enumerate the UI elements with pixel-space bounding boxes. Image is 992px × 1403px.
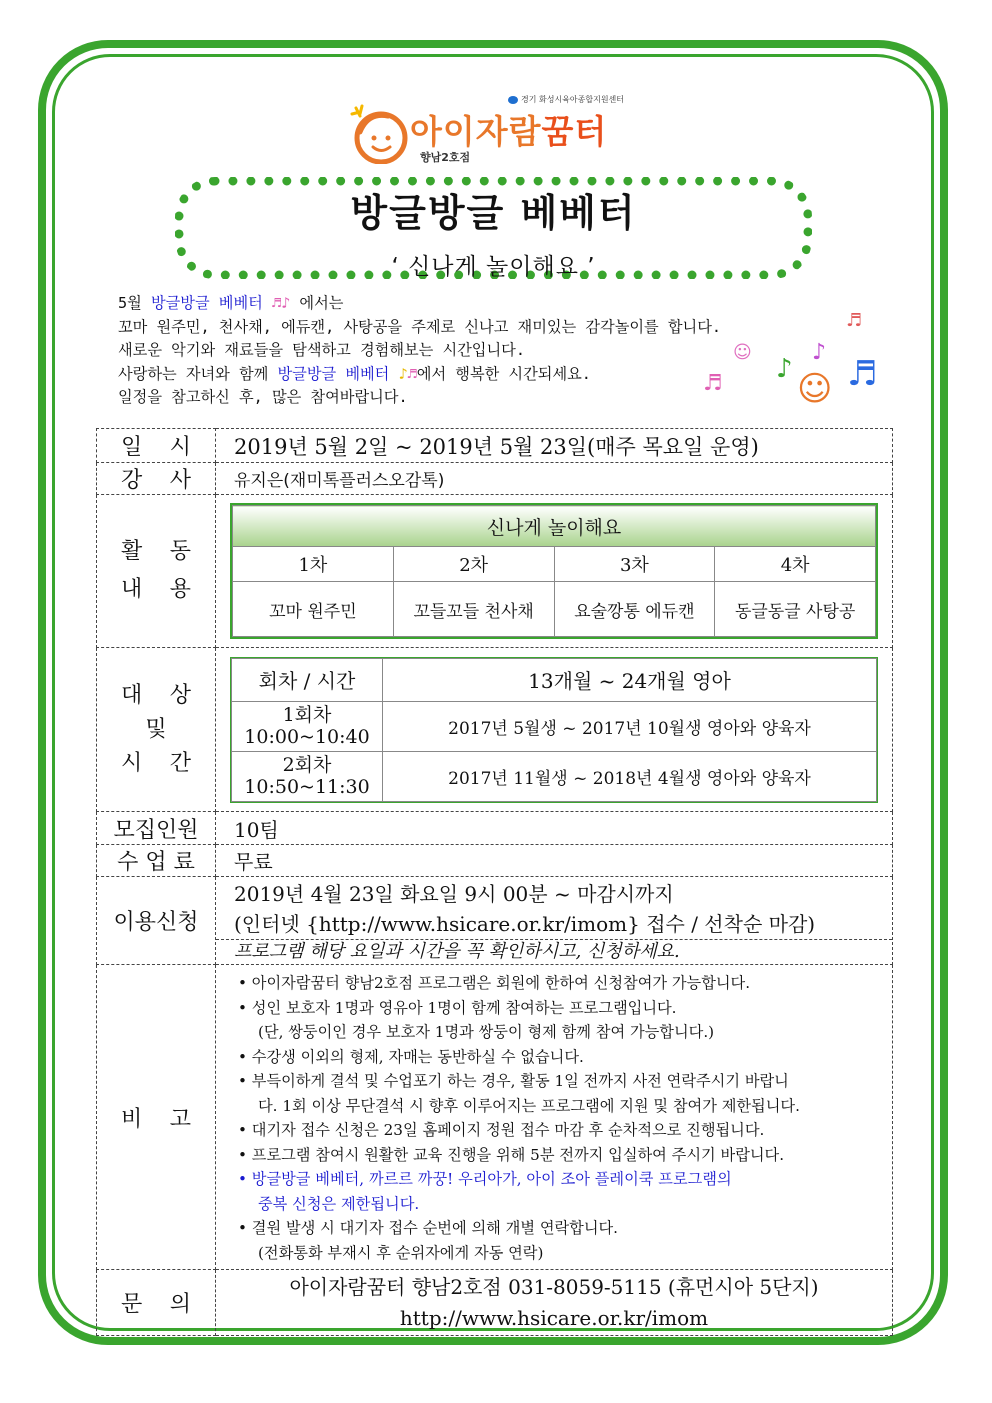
- logo-branch: 향남2호점: [420, 151, 471, 164]
- intro-line-5: 일정을 참고하신 후, 많은 참여바랍니다.: [118, 388, 408, 406]
- row-target: [97, 648, 893, 812]
- activity-table: [230, 503, 878, 639]
- music-note-icon: ♬: [847, 354, 878, 394]
- child-face-icon: [348, 102, 410, 164]
- value-teacher: 유지은(재미톡플러스오감톡): [216, 463, 893, 495]
- row-teacher: [97, 463, 893, 495]
- intro-line-2: 꼬마 원주민, 천사채, 에듀캔, 사탕공을 주제로 신나고 재미있는 감각놀이를 합니다.: [118, 317, 722, 336]
- page-subtitle: ‘ 신나게 놀이해요 ’: [391, 254, 596, 280]
- label-activity: 활 동 내 용: [97, 495, 216, 648]
- label-remarks: 비 고: [97, 965, 216, 1270]
- remark-item: • 수강생 이외의 형제, 자매는 동반하실 수 없습니다.: [238, 1047, 584, 1066]
- remark-item: • 프로그램 참여시 원활한 교육 진행을 위해 5분 전까지 입실하여 주시기 바랍니다.: [238, 1145, 785, 1164]
- value-contact: [216, 1270, 893, 1336]
- label-fee: 수 업 료: [97, 845, 216, 877]
- row-activity: [97, 495, 893, 648]
- contact-url[interactable]: http://www.hsicare.or.kr/imom: [399, 1305, 709, 1330]
- row-contact: [97, 1270, 893, 1336]
- activity-cell: [216, 495, 893, 648]
- activity-header: 신나게 놀이해요: [233, 506, 876, 547]
- remark-item: (전화통화 부재시 후 순위자에게 자동 연락): [258, 1243, 544, 1262]
- label-date: 일 시: [97, 429, 216, 463]
- intro-line-1: 5월 방글방글 베베터 ♬♪ 에서는: [118, 294, 344, 312]
- row-capacity: [97, 812, 893, 845]
- session-1-desc: 2017년 5월생 ~ 2017년 10월생 영아와 양육자: [383, 701, 877, 751]
- apply-period: 2019년 4월 23일 화요일 9시 00분 ~ 마감시까지: [234, 882, 674, 906]
- activity-round: 1차: [233, 547, 394, 582]
- value-date: 2019년 5월 2일 ~ 2019년 5월 23일(매주 목요일 운영): [216, 429, 893, 463]
- value-fee: 무료: [216, 845, 893, 877]
- smiley-icon: ☺: [797, 369, 833, 409]
- support-center-label: 경기 화성시육아종합지원센터: [508, 94, 624, 105]
- music-note-icon: ♪: [776, 354, 793, 384]
- music-note-icon: ♬: [846, 310, 863, 331]
- smiley-icon: ☺: [733, 342, 752, 363]
- intro-line-3: 새로운 악기와 재료들을 탐색하고 경험해보는 시간입니다.: [118, 341, 525, 359]
- label-teacher: 강 사: [97, 463, 216, 495]
- remark-item: • 방글방글 베베터, 까르르 까꿍! 우리아가, 아이 조아 플레이쿡 프로그램의: [238, 1170, 732, 1188]
- value-apply: [216, 877, 893, 965]
- remark-item: 중복 신청은 제한됩니다.: [258, 1194, 420, 1213]
- intro-line-4: 사랑하는 자녀와 함께 방글방글 베베터 ♪♬에서 행복한 시간되세요.: [118, 364, 591, 383]
- row-apply: [97, 877, 893, 965]
- target-head-age: 13개월 ~ 24개월 영아: [383, 658, 877, 701]
- remark-item: • 결원 발생 시 대기자 접수 순번에 의해 개별 연락합니다.: [238, 1219, 618, 1237]
- info-table: [96, 428, 893, 1336]
- apply-note: 프로그램 해당 요일과 시간을 꼭 확인하시고, 신청하세요.: [216, 939, 892, 964]
- session-1: 1회차 10:00~10:40: [232, 701, 383, 751]
- activity-name: 꼬들꼬들 천사채: [393, 582, 554, 637]
- remark-item: • 성인 보호자 1명과 영유아 1명이 함께 참여하는 프로그램입니다.: [238, 998, 677, 1017]
- intro-text: [118, 292, 838, 410]
- remark-item: (단, 쌍둥이인 경우 보호자 1명과 쌍둥이 형제 함께 참여 가능합니다.): [258, 1023, 715, 1041]
- remark-item: 다. 1회 이상 무단결석 시 향후 이루어지는 프로그램에 지원 및 참여가 제한됩니다.: [258, 1096, 800, 1115]
- target-table: [230, 657, 878, 803]
- activity-name: 요술깡통 에듀캔: [554, 582, 715, 637]
- activity-round: 2차: [393, 547, 554, 582]
- music-note-icon: ♬: [703, 371, 723, 396]
- logo-name: 아이자람꿈터: [410, 112, 608, 151]
- activity-name: 꼬마 원주민: [233, 582, 394, 637]
- contact-phone: 아이자람꿈터 향남2호점 031-8059-5115 (휴먼시아 5단지): [289, 1274, 819, 1299]
- value-remarks: [216, 965, 893, 1270]
- target-head-session: 회차 / 시간: [232, 658, 383, 701]
- label-target: 대 상 및 시 간: [97, 648, 216, 812]
- activity-round: 3차: [554, 547, 715, 582]
- value-capacity: 10팀: [216, 812, 893, 845]
- music-note-icon: ♪: [812, 340, 827, 365]
- remark-item: • 부득이하게 결석 및 수업포기 하는 경우, 활동 1일 전까지 사전 연락주시기 바랍니: [238, 1072, 789, 1090]
- logo: [348, 92, 648, 172]
- target-cell: [216, 648, 893, 812]
- center-logo-icon: [508, 96, 518, 104]
- label-contact: 문 의: [97, 1270, 216, 1336]
- row-remarks: [97, 965, 893, 1270]
- apply-method: (인터넷 {http://www.hsicare.or.kr/imom} 접수 / 선착순 마감): [234, 912, 816, 936]
- session-2: 2회차 10:50~11:30: [232, 751, 383, 801]
- activity-name: 동글동글 사탕공: [715, 582, 876, 637]
- label-apply: 이용신청: [97, 877, 216, 965]
- row-fee: [97, 845, 893, 877]
- remark-item: • 대기자 접수 신청은 23일 홈페이지 정원 접수 마감 후 순차적으로 진행됩니다.: [238, 1121, 765, 1139]
- label-capacity: 모집인원: [97, 812, 216, 845]
- activity-round: 4차: [715, 547, 876, 582]
- page-title: 방글방글 베베터: [350, 191, 637, 235]
- row-date: [97, 429, 893, 463]
- session-2-desc: 2017년 11월생 ~ 2018년 4월생 영아와 양육자: [383, 751, 877, 801]
- remark-item: • 아이자람꿈터 향남2호점 프로그램은 회원에 한하여 신청참여가 가능합니다.: [238, 974, 751, 992]
- remarks-list: [216, 965, 892, 1269]
